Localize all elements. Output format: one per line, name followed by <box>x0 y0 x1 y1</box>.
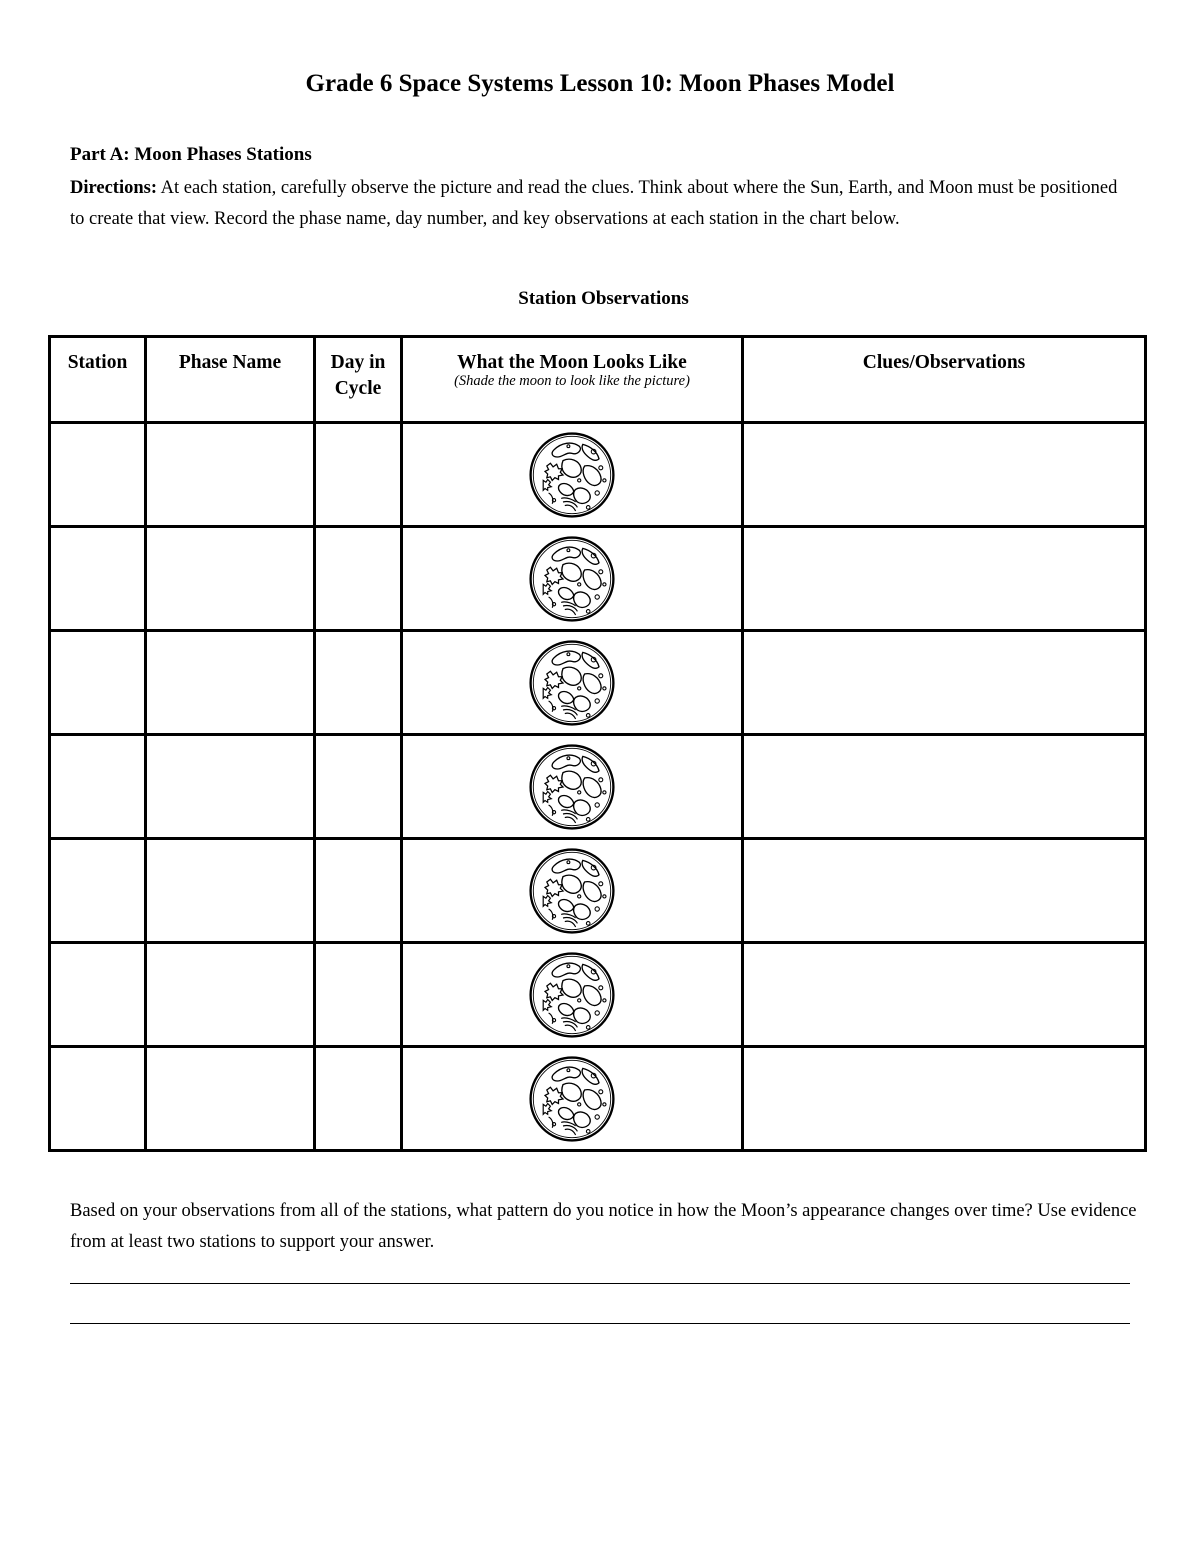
table-body <box>50 423 1146 1151</box>
moon-drawing-cell <box>402 527 743 631</box>
table-row <box>50 527 1146 631</box>
directions-text: At each station, carefully observe the picture and read the clues. Think about where the Sun, Earth, and Moon must be positioned to create that view. Record the phase name, day number, and key observations at each station in the chart below. <box>70 178 1118 229</box>
header-moon-looks-like <box>402 337 743 423</box>
station-cell[interactable] <box>50 631 146 735</box>
full-moon-outline-icon[interactable] <box>527 985 617 1002</box>
table-row <box>50 839 1146 943</box>
header-station: Station <box>50 337 146 423</box>
full-moon-outline-icon[interactable] <box>527 777 617 794</box>
day-in-cycle-cell[interactable] <box>315 423 402 527</box>
clues-cell[interactable] <box>743 527 1146 631</box>
header-moon-looks-like-note: (Shade the moon to look like the picture) <box>454 373 690 389</box>
header-phase-name: Phase Name <box>146 337 315 423</box>
full-moon-outline-icon[interactable] <box>527 465 617 482</box>
table-title: Station Observations <box>518 288 689 309</box>
moon-drawing-cell <box>402 423 743 527</box>
station-observations-table <box>48 335 1147 1152</box>
table-row <box>50 631 1146 735</box>
phase-name-cell[interactable] <box>146 943 315 1047</box>
day-in-cycle-cell[interactable] <box>315 839 402 943</box>
page-title: Grade 6 Space Systems Lesson 10: Moon Phases Model <box>305 70 895 97</box>
day-in-cycle-cell[interactable] <box>315 943 402 1047</box>
answer-line-1[interactable] <box>70 1283 1130 1284</box>
table-row <box>50 1047 1146 1151</box>
full-moon-outline-icon[interactable] <box>527 881 617 898</box>
clues-cell[interactable] <box>743 943 1146 1047</box>
table-header-row <box>50 337 1146 423</box>
clues-cell[interactable] <box>743 839 1146 943</box>
part-heading: Part A: Moon Phases Stations <box>70 144 312 165</box>
station-cell[interactable] <box>50 527 146 631</box>
answer-line-2[interactable] <box>70 1323 1130 1324</box>
phase-name-cell[interactable] <box>146 839 315 943</box>
day-in-cycle-cell[interactable] <box>315 527 402 631</box>
full-moon-outline-icon[interactable] <box>527 569 617 586</box>
header-day-in-cycle: Day in Cycle <box>315 337 402 423</box>
station-cell[interactable] <box>50 1047 146 1151</box>
day-in-cycle-cell[interactable] <box>315 631 402 735</box>
header-moon-looks-like-label: What the Moon Looks Like <box>457 352 687 373</box>
clues-cell[interactable] <box>743 631 1146 735</box>
full-moon-outline-icon[interactable] <box>527 1089 617 1106</box>
clues-cell[interactable] <box>743 1047 1146 1151</box>
header-clues-observations: Clues/Observations <box>743 337 1146 423</box>
phase-name-cell[interactable] <box>146 735 315 839</box>
phase-name-cell[interactable] <box>146 527 315 631</box>
moon-drawing-cell <box>402 943 743 1047</box>
directions-label: Directions: <box>70 178 157 198</box>
station-cell[interactable] <box>50 839 146 943</box>
day-in-cycle-cell[interactable] <box>315 1047 402 1151</box>
table-row <box>50 423 1146 527</box>
moon-drawing-cell <box>402 735 743 839</box>
full-moon-outline-icon[interactable] <box>527 673 617 690</box>
station-cell[interactable] <box>50 943 146 1047</box>
moon-drawing-cell <box>402 839 743 943</box>
phase-name-cell[interactable] <box>146 423 315 527</box>
moon-drawing-cell <box>402 631 743 735</box>
moon-drawing-cell <box>402 1047 743 1151</box>
table-row <box>50 735 1146 839</box>
phase-name-cell[interactable] <box>146 1047 315 1151</box>
table-row <box>50 943 1146 1047</box>
clues-cell[interactable] <box>743 735 1146 839</box>
directions-paragraph <box>70 173 1130 235</box>
phase-name-cell[interactable] <box>146 631 315 735</box>
clues-cell[interactable] <box>743 423 1146 527</box>
day-in-cycle-cell[interactable] <box>315 735 402 839</box>
pattern-question: Based on your observations from all of the stations, what pattern do you notice in how the Moon’s appearance changes over time? Use evidence from at least two stations to support your answer. <box>70 1201 1137 1252</box>
station-cell[interactable] <box>50 735 146 839</box>
station-cell[interactable] <box>50 423 146 527</box>
